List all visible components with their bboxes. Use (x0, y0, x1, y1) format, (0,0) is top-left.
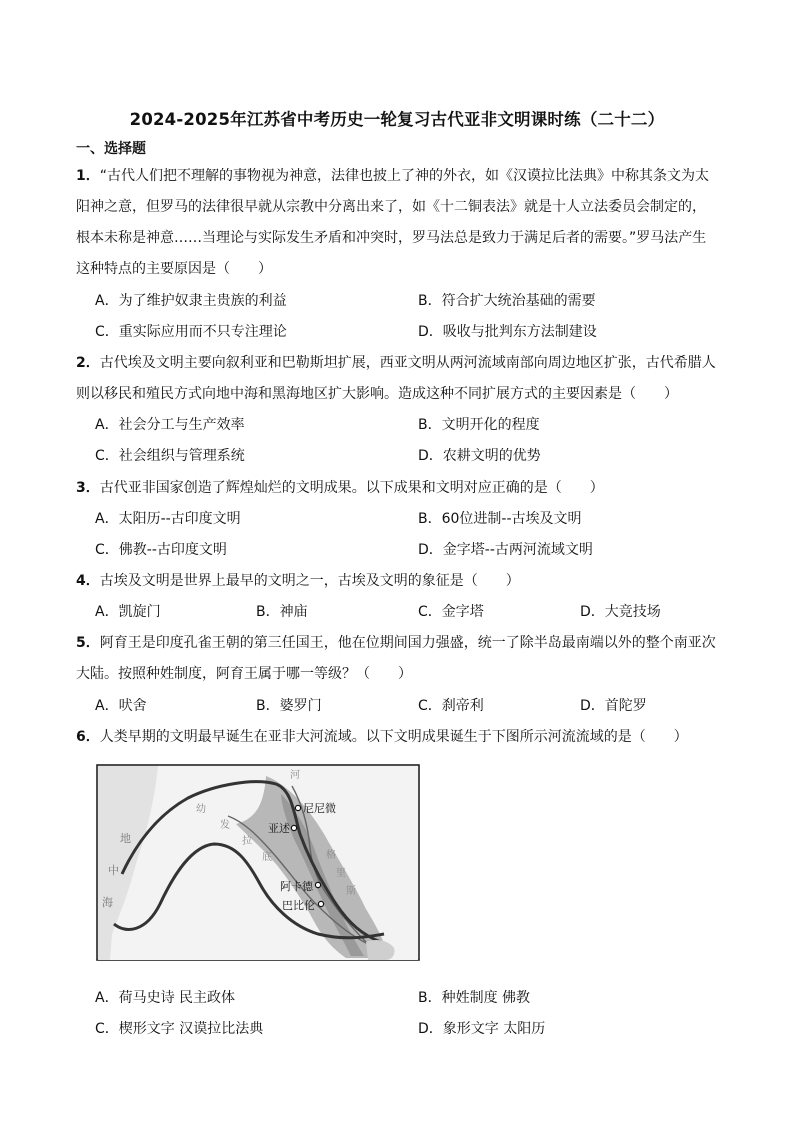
sea-label-3: 海 (102, 896, 113, 909)
question-text: 人类早期的文明最早诞生在亚非大河流域。以下文明成果诞生于下图所示河流流域的是（ ） (99, 729, 688, 745)
city-marker-babylon (318, 901, 323, 906)
city-marker-nineveh (295, 805, 300, 810)
question-1-option-d[interactable]: D．吸收与批判东方法制建设 (418, 324, 597, 340)
river-label-ge: 格 (326, 850, 336, 861)
question-number: 6． (76, 729, 100, 745)
sea-label-2: 中 (108, 864, 119, 877)
question-1-line-3: 根本未称是神意……当理论与实际发生矛盾和冲突时，罗马法总是致力于满足后者的需要。”罗马法产生 (76, 230, 707, 246)
question-number: 5． (76, 635, 100, 651)
question-5-option-d[interactable]: D．首陀罗 (580, 698, 647, 714)
question-4-line-1 (76, 570, 746, 590)
question-4-option-d[interactable]: D．大竞技场 (580, 604, 661, 620)
sea-label-1: 地 (120, 832, 131, 845)
question-2-option-b[interactable]: B．文明开化的程度 (418, 417, 540, 433)
river-label-you: 幼 (196, 804, 206, 815)
city-label-assur: 亚述 (268, 822, 290, 835)
city-marker-akkad (315, 882, 320, 887)
question-5-line-2: 大陆。按照种姓制度，阿育王属于哪一等级？（ ） (76, 666, 412, 682)
river-label-he: 河 (290, 770, 300, 781)
question-2-line-1 (76, 352, 746, 372)
question-3-option-b[interactable]: B．60位进制--古埃及文明 (418, 511, 582, 527)
question-1-line-2: 阳神之意，但罗马的法律很早就从宗教中分离出来了，如《十二铜表法》就是十人立法委员会制定的， (76, 199, 706, 215)
question-number: 2． (76, 355, 100, 371)
section-heading: 一、选择题 (76, 141, 146, 157)
question-6-option-d[interactable]: D．象形文字 太阳历 (418, 1021, 546, 1037)
question-number: 3． (76, 480, 100, 496)
question-6-line-1 (76, 726, 746, 746)
question-6-option-a[interactable]: A．荷马史诗 民主政体 (95, 990, 236, 1006)
question-text: 古代埃及文明主要向叙利亚和巴勒斯坦扩展，西亚文明从两河流域南部向周边地区扩张，古代希腊人 (99, 355, 716, 371)
question-text: 阿育王是印度孔雀王朝的第三任国王，他在位期间国力强盛，统一了除半岛最南端以外的整个南亚次 (99, 635, 716, 651)
question-2-option-a[interactable]: A．社会分工与生产效率 (95, 417, 245, 433)
question-text: “古代人们把不理解的事物视为神意，法律也披上了神的外衣，如《汉谟拉比法典》中称其条文为太 (99, 168, 710, 184)
question-5-option-a[interactable]: A．吠舍 (95, 698, 147, 714)
question-number: 1． (76, 168, 100, 184)
question-2-option-d[interactable]: D．农耕文明的优势 (418, 448, 541, 464)
question-4-option-a[interactable]: A．凯旋门 (95, 604, 161, 620)
question-3-line-1 (76, 477, 746, 497)
question-1-line-1 (76, 165, 746, 185)
question-5-option-c[interactable]: C．刹帝利 (418, 698, 484, 714)
question-6-option-c[interactable]: C．楔形文字 汉谟拉比法典 (95, 1021, 264, 1037)
question-5-option-b[interactable]: B．婆罗门 (256, 698, 322, 714)
city-label-nineveh: 尼尼微 (303, 802, 336, 815)
river-label-li: 里 (336, 868, 346, 879)
river-label-di: 底 (262, 852, 272, 863)
river-label-la: 拉 (242, 836, 252, 847)
question-2-line-2: 则以移民和殖民方式向地中海和黑海地区扩大影响。造成这种不同扩展方式的主要因素是（ ） (76, 386, 678, 402)
question-text: 古代亚非国家创造了辉煌灿烂的文明成果。以下成果和文明对应正确的是（ ） (99, 480, 604, 496)
river-label-si: 斯 (346, 886, 356, 897)
question-3-option-d[interactable]: D．金字塔--古两河流域文明 (418, 542, 593, 558)
mesopotamia-map (96, 764, 420, 961)
question-2-option-c[interactable]: C．社会组织与管理系统 (95, 448, 245, 464)
page-title: 2024-2025年江苏省中考历史一轮复习古代亚非文明课时练（二十二） (129, 110, 665, 129)
question-text: 古埃及文明是世界上最早的文明之一，古埃及文明的象征是（ ） (99, 573, 520, 589)
question-4-option-b[interactable]: B．神庙 (256, 604, 308, 620)
question-number: 4． (76, 573, 100, 589)
question-3-option-a[interactable]: A．太阳历--古印度文明 (95, 511, 241, 527)
city-label-babylon: 巴比伦 (282, 899, 315, 912)
city-marker-assur (291, 825, 296, 830)
question-4-option-c[interactable]: C．金字塔 (418, 604, 484, 620)
city-label-akkad: 阿卡德 (280, 880, 313, 893)
question-1-option-a[interactable]: A．为了维护奴隶主贵族的利益 (95, 293, 287, 309)
river-label-fa: 发 (220, 820, 230, 831)
question-3-option-c[interactable]: C．佛教--古印度文明 (95, 542, 227, 558)
question-5-line-1 (76, 632, 746, 652)
question-1-option-b[interactable]: B．符合扩大统治基础的需要 (418, 293, 596, 309)
question-1-line-4: 这种特点的主要原因是（ ） (76, 261, 272, 277)
question-1-option-c[interactable]: C．重实际应用而不只专注理论 (95, 324, 287, 340)
question-6-option-b[interactable]: B．种姓制度 佛教 (418, 990, 531, 1006)
